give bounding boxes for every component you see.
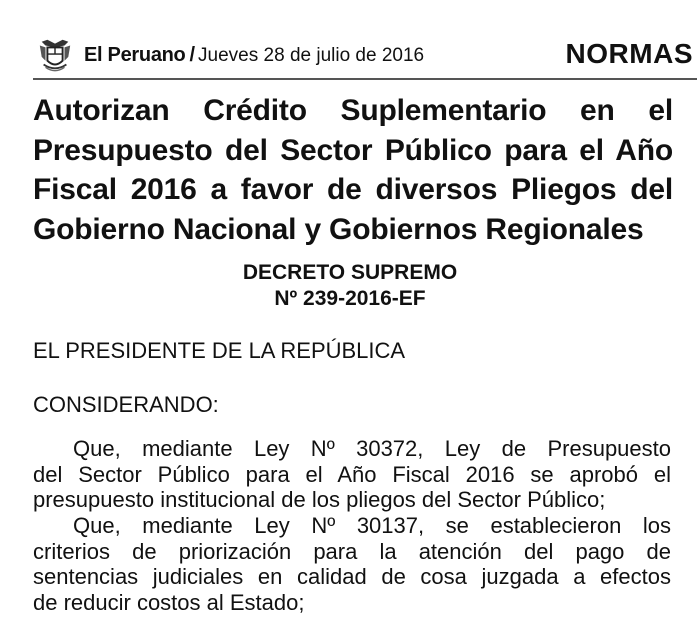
title-line: Fiscal 2016 a favor de diversos Pliegos del: [33, 173, 673, 206]
paragraph-line: del Sector Público para el Año Fiscal 2016 se aprobó el: [33, 461, 671, 487]
title-line: Autorizan Crédito Suplementario en el: [33, 94, 673, 127]
masthead: [84, 43, 424, 68]
masthead-separator: /: [189, 44, 196, 66]
decree-number: Nº 239-2016-EF: [274, 287, 426, 310]
paragraph-line: sentencias judiciales en calidad de cosa juzgada a efectos: [33, 564, 671, 589]
considering-line: CONSIDERANDO:: [33, 392, 219, 417]
paragraph-line: Que, mediante Ley Nº 30137, se establecieron los: [73, 513, 671, 538]
title-line: Gobierno Nacional y Gobiernos Regionales: [33, 212, 644, 246]
section-label: NORMAS: [565, 38, 693, 69]
paragraph: [33, 513, 671, 615]
newspaper-header: [0, 0, 697, 78]
decree-heading: [0, 260, 697, 312]
article-title: [33, 91, 673, 249]
president-line: EL PRESIDENTE DE LA REPÚBLICA: [33, 338, 406, 363]
newspaper-name: El Peruano: [84, 44, 186, 66]
paragraph-line: criterios de priorización para la atención del pago de: [33, 538, 671, 564]
paragraph: [33, 436, 671, 513]
decree-type: DECRETO SUPREMO: [242, 261, 458, 284]
publication-date: Jueves 28 de julio de 2016: [198, 45, 425, 66]
paragraph-line: presupuesto institucional de los pliegos del Sector Público;: [33, 487, 606, 512]
paragraph-line: de reducir costos al Estado;: [33, 589, 305, 615]
paragraph-line: Que, mediante Ley Nº 30372, Ley de Presupuesto: [73, 436, 671, 461]
coat-of-arms-icon: [36, 36, 74, 74]
title-line: Presupuesto del Sector Público para el Año: [33, 133, 673, 167]
header-divider: [33, 78, 697, 80]
